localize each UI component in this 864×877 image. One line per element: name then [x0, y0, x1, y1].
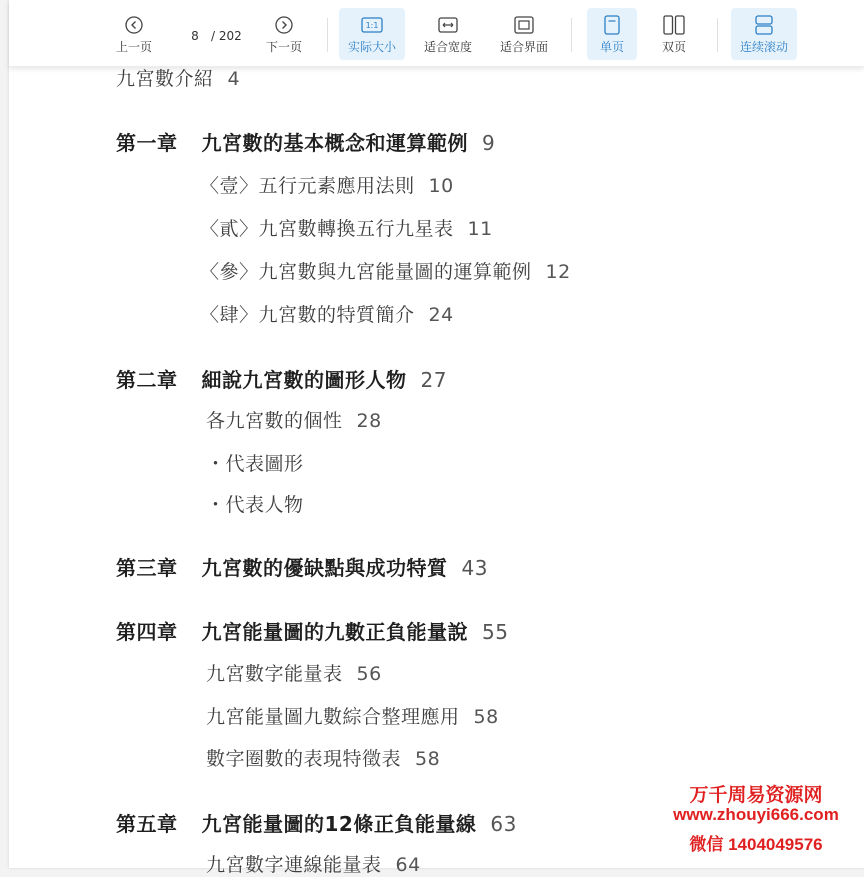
chapter-page: 63	[490, 812, 517, 836]
toc-item[interactable]	[206, 449, 304, 476]
single-page-label: 单页	[599, 40, 624, 54]
item-title: 九宮數字能量表	[206, 663, 343, 685]
toc-chapter-1[interactable]	[116, 127, 495, 156]
item-page: 12	[545, 261, 571, 283]
toc-item[interactable]	[200, 214, 493, 241]
chapter-number: 第五章	[116, 812, 178, 836]
chapter-title: 九宮能量圖的九數正負能量說	[201, 620, 468, 644]
chevron-left-icon	[124, 12, 144, 38]
watermark-line-3: 微信 1404049576	[689, 835, 823, 854]
chapter-number: 第一章	[116, 131, 178, 155]
toc-intro-page: 4	[227, 68, 241, 90]
continuous-scroll-label: 连续滚动	[739, 40, 788, 54]
double-page-icon	[663, 12, 685, 38]
svg-text:1:1: 1:1	[365, 21, 379, 30]
item-title: ・代表圖形	[206, 453, 304, 475]
page-indicator	[179, 26, 253, 46]
chapter-title: 九宮能量圖的12條正負能量線	[201, 812, 477, 836]
watermark-line-2: www.zhouyi666.com	[673, 805, 839, 824]
item-title: 九宮能量圖九數綜合整理應用	[206, 706, 460, 728]
chapter-page: 27	[420, 368, 447, 392]
toc-item[interactable]	[200, 300, 454, 327]
fit-width-button[interactable]	[417, 8, 479, 60]
item-page: 58	[473, 706, 499, 728]
single-page-button[interactable]	[587, 8, 637, 60]
toc-item[interactable]	[206, 702, 499, 729]
toc-item[interactable]	[206, 850, 421, 877]
item-page: 11	[467, 218, 493, 240]
total-pages: / 202	[211, 29, 242, 43]
chapter-page: 9	[482, 131, 496, 155]
watermark-line-1: 万千周易资源网	[689, 785, 823, 806]
toc-chapter-4[interactable]	[116, 616, 508, 645]
toolbar-divider	[327, 18, 328, 52]
item-title: 各九宮數的個性	[206, 410, 343, 432]
chapter-number: 第二章	[116, 368, 178, 392]
chapter-page: 55	[482, 620, 509, 644]
fit-width-label: 适合宽度	[423, 40, 472, 54]
chevron-right-icon	[274, 12, 294, 38]
item-page: 58	[415, 748, 441, 770]
toc-chapter-2[interactable]	[116, 364, 447, 393]
actual-size-icon	[361, 12, 383, 38]
chapter-page: 43	[461, 556, 488, 580]
prev-page-label: 上一页	[115, 40, 152, 54]
toc-item[interactable]	[206, 744, 440, 771]
toc-item[interactable]	[200, 257, 571, 284]
item-page: 24	[428, 304, 454, 326]
next-page-button[interactable]	[257, 8, 311, 60]
actual-size-label: 实际大小	[347, 40, 396, 54]
chapter-title: 九宮數的優缺點與成功特質	[201, 556, 448, 580]
double-page-label: 双页	[661, 40, 686, 54]
item-title: 〈壹〉五行元素應用法則	[200, 175, 415, 197]
toc-item[interactable]	[206, 659, 382, 686]
toc-chapter-3[interactable]	[116, 552, 488, 581]
item-page: 64	[395, 854, 421, 876]
item-page: 56	[356, 663, 382, 685]
item-title: 數字圈數的表現特徵表	[206, 748, 402, 770]
toolbar-divider	[717, 18, 718, 52]
toc-item[interactable]	[200, 171, 454, 198]
continuous-scroll-icon	[755, 12, 773, 38]
toolbar-divider	[571, 18, 572, 52]
continuous-scroll-button[interactable]	[731, 8, 797, 60]
viewer-toolbar	[9, 0, 864, 67]
toc-chapter-5[interactable]	[116, 808, 517, 837]
fit-width-icon	[438, 12, 458, 38]
prev-page-button[interactable]	[107, 8, 161, 60]
fit-page-button[interactable]	[493, 8, 555, 60]
chapter-title: 九宮數的基本概念和運算範例	[201, 131, 468, 155]
toc-intro-title: 九宮數介紹	[116, 68, 214, 90]
next-page-label: 下一页	[265, 40, 302, 54]
toc-item[interactable]	[206, 406, 382, 433]
item-title: 〈參〉九宮數與九宮能量圖的運算範例	[200, 261, 532, 283]
chapter-number: 第三章	[116, 556, 178, 580]
item-title: 〈肆〉九宮數的特質簡介	[200, 304, 415, 326]
toc-item[interactable]	[206, 490, 304, 517]
single-page-icon	[604, 12, 620, 38]
chapter-number: 第四章	[116, 620, 178, 644]
item-page: 10	[428, 175, 454, 197]
actual-size-button[interactable]	[339, 8, 405, 60]
item-title: ・代表人物	[206, 494, 304, 516]
double-page-button[interactable]	[649, 8, 699, 60]
item-title: 〈貳〉九宮數轉換五行九星表	[200, 218, 454, 240]
fit-page-icon	[514, 12, 534, 38]
item-page: 28	[356, 410, 382, 432]
toc-intro[interactable]	[116, 64, 240, 91]
chapter-title: 細說九宮數的圖形人物	[201, 368, 407, 392]
item-title: 九宮數字連線能量表	[206, 854, 382, 876]
fit-page-label: 适合界面	[499, 40, 548, 54]
current-page-input[interactable]: 8	[191, 29, 199, 43]
